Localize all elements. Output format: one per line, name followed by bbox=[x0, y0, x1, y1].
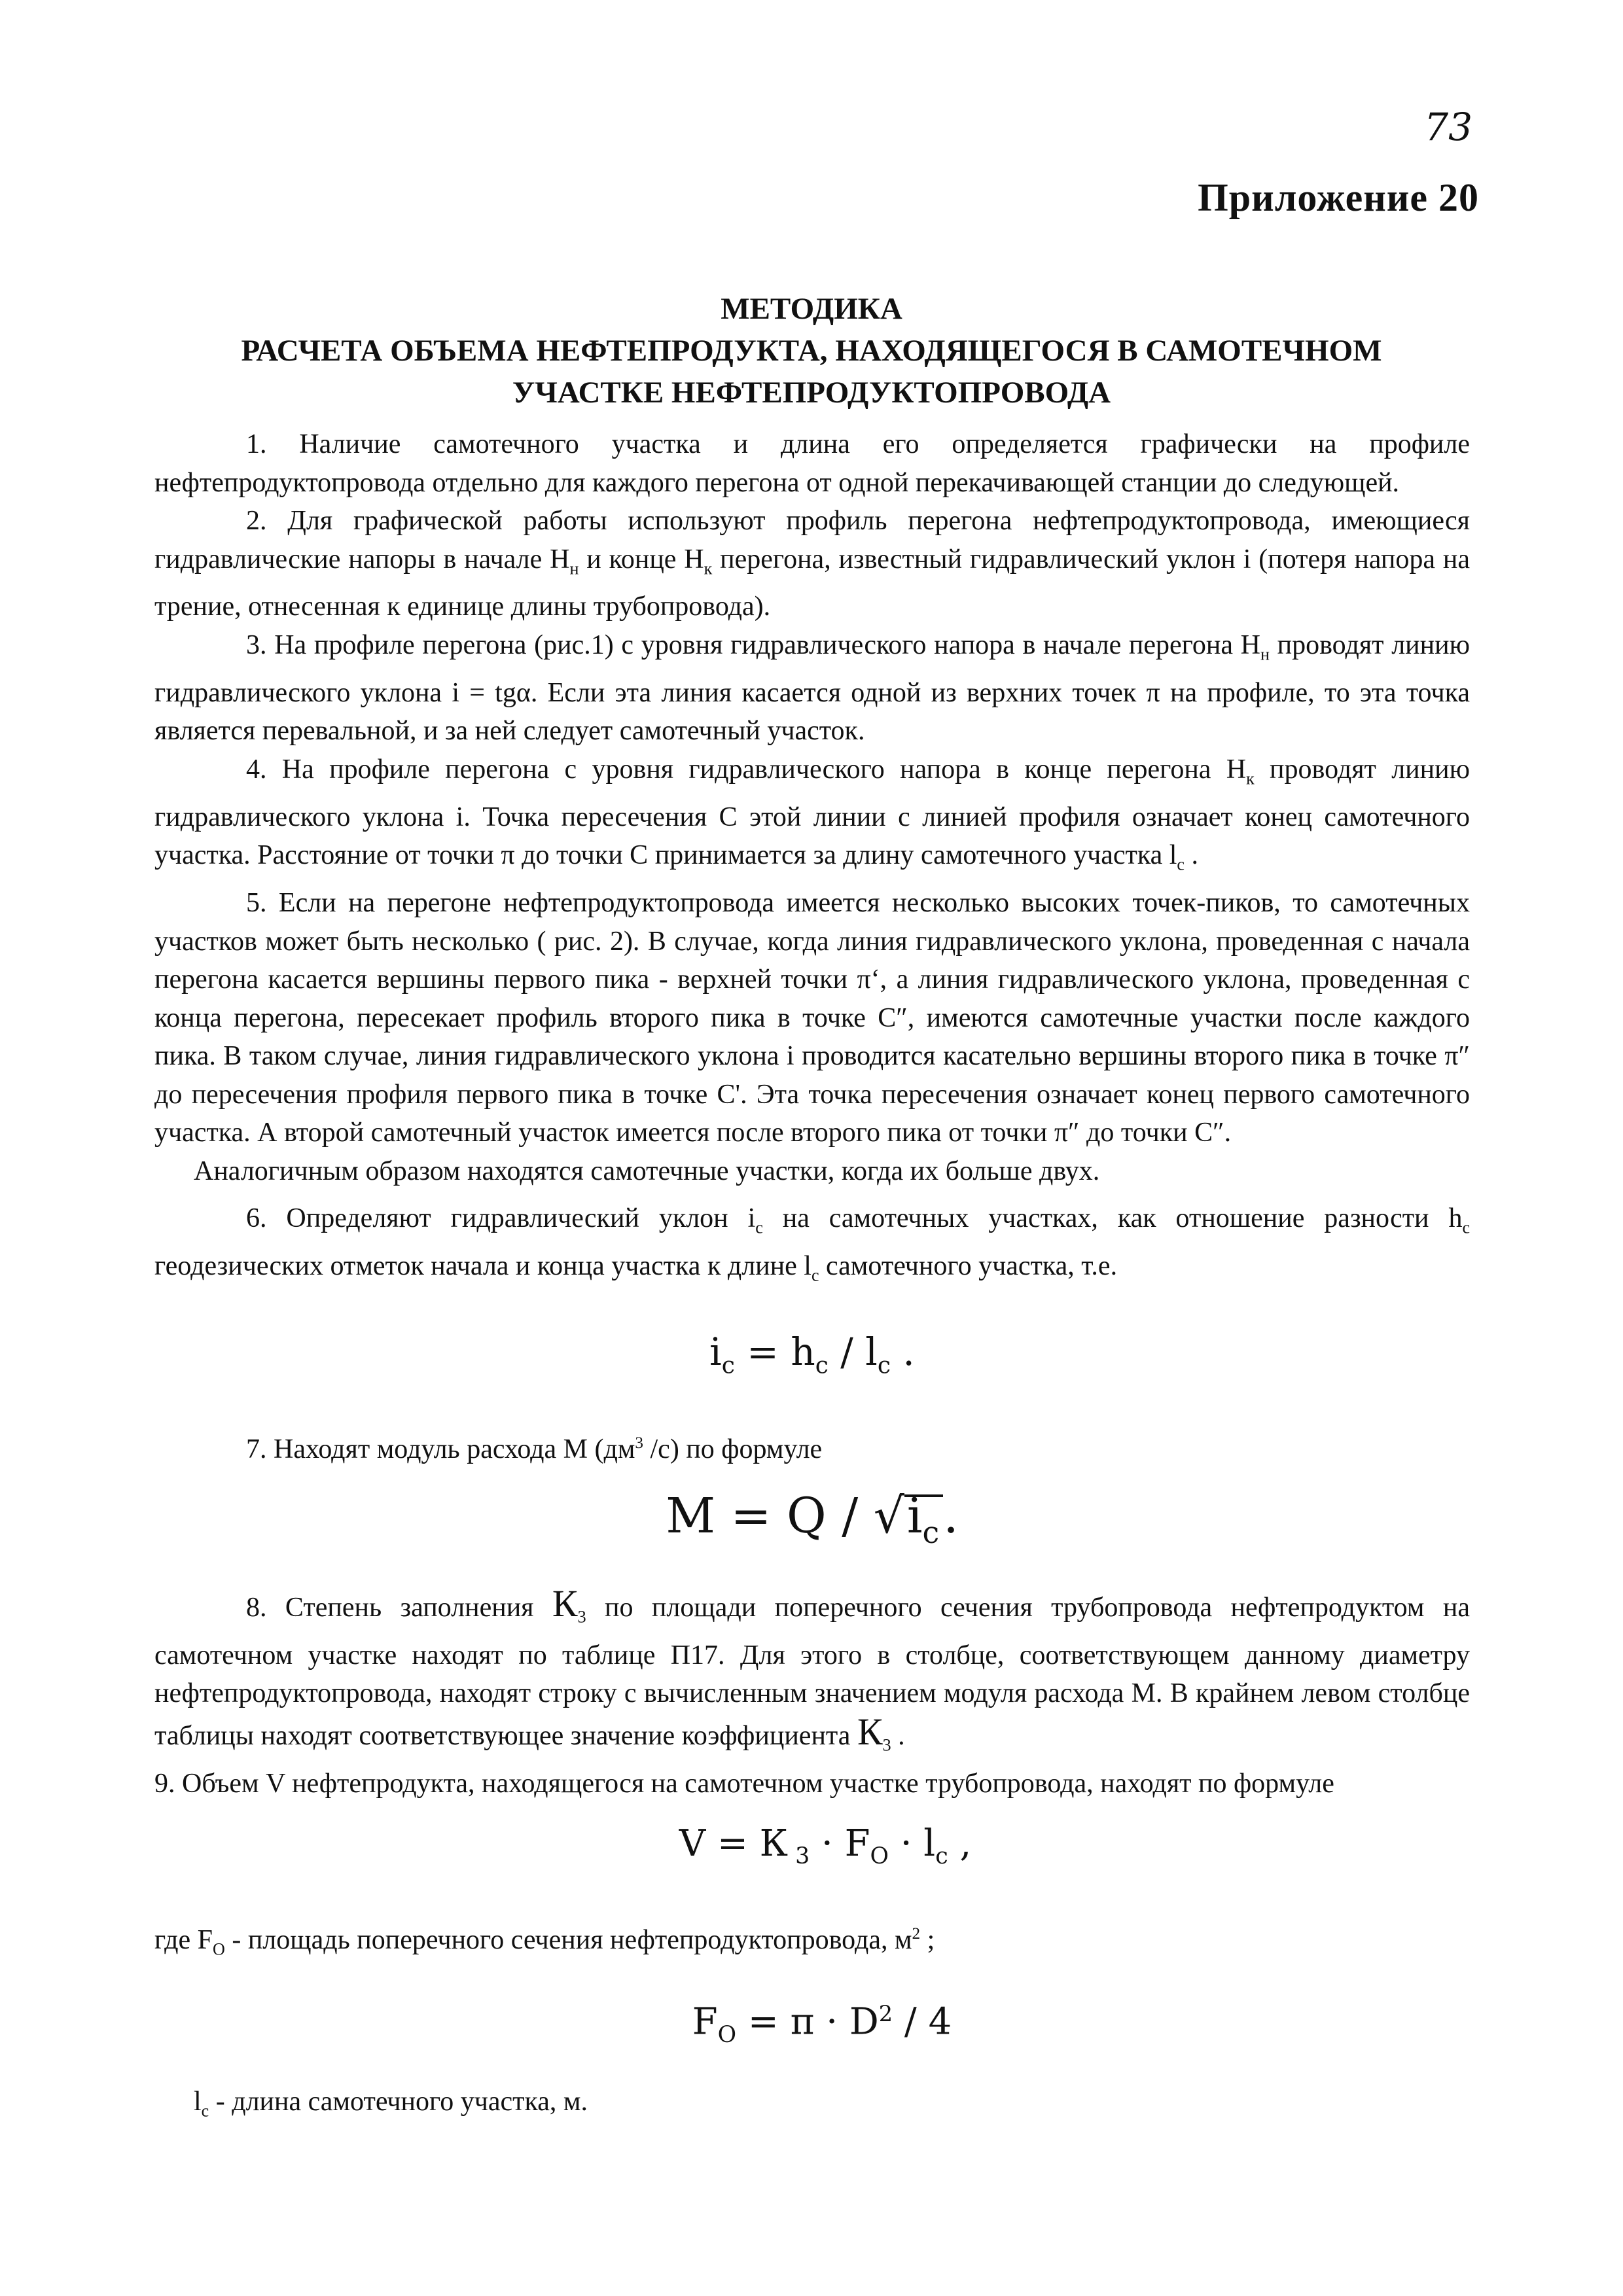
appendix-label: Приложение 20 bbox=[1198, 176, 1479, 219]
title-line-3: УЧАСТКЕ НЕФТЕПРОДУКТОПРОВОДА bbox=[512, 376, 1111, 410]
document-title bbox=[157, 288, 1466, 414]
paragraph-3: 3. На профиле перегона (рис.1) с уровня гидравлического напора в начале перегона $H_н$ проводят линию гидравлического уклона i = tgα. Если эта линия касается одной из верхних точек π на профиле, то эта точка является перевальной, и за ней следует самотечный участок. bbox=[154, 629, 1470, 747]
paragraph-2: 2. Для графической работы используют профиль перегона нефтепродуктопровода, имеющиеся гидравлические напоры в начале $H_н$ и конце $H_к$ перегона, известный гидравлический уклон i (потеря напора на трение, отнесенная к единице длины трубопровода). bbox=[154, 506, 1470, 622]
formula-slope: $i_c = h_c / l_c$ . bbox=[709, 1329, 915, 1379]
paragraph-5-tail: Аналогичным образом находятся самотечные участки, когда их больше двух. bbox=[194, 1156, 1100, 1186]
title-line-2: РАСЧЕТА ОБЪЕМА НЕФТЕПРОДУКТА, НАХОДЯЩЕГОСЯ В САМОТЕЧНОМ bbox=[241, 334, 1382, 368]
sqrt-symbol: $√i_c$ bbox=[874, 1494, 944, 1551]
paragraph-7: 7. Находят модуль расхода M ($дм^3$ /с) по формуле bbox=[246, 1434, 823, 1464]
where-clause: где $F_O$ - площадь поперечного сечения нефтепродуктопровода, $м^2$ ; bbox=[154, 1924, 935, 1959]
paragraph-4: 4. На профиле перегона с уровня гидравлического напора в конце перегона $H_к$ проводят линию гидравлического уклона i. Точка пересечения C этой линии с линией профиля означает конец самотечного участка. Расстояние от точки π до точки C принимается за длину самотечного участка $l_c$ . bbox=[154, 754, 1470, 874]
page-number: 73 bbox=[1424, 105, 1472, 149]
paragraph-6: 6. Определяют гидравлический уклон $i_c$ на самотечных участках, как отношение разности $h_c$ геодезических отметок начала и конца участка к длине $l_c$ самотечного участка, т.е. bbox=[154, 1203, 1471, 1285]
formula-flow-module: $M = Q / √i_c$. bbox=[154, 1494, 1470, 1551]
paragraph-9: 9. Объем V нефтепродукта, находящегося на самотечном участке трубопровода, находят по формуле bbox=[154, 1768, 1334, 1799]
paragraph-1: 1. Наличие самотечного участка и длина его определяется графически на профиле нефтепродуктопровода отдельно для каждого перегона от одной перекачивающей станции до следующей. bbox=[154, 429, 1470, 498]
length-definition: $l_c$ - длина самотечного участка, м. bbox=[194, 2086, 588, 2121]
formula-volume: V = К $_3 \cdot F_O \cdot l_c$ , bbox=[679, 1822, 972, 1870]
paragraph-5: 5. Если на перегоне нефтепродуктопровода имеется несколько высоких точек-пиков, то самотечных участков может быть несколько ( рис. 2). В случае, когда линия гидравлического уклона, проведенная с начала перегона касается вершины первого пика - верхней точки π‘, а линия гидравлического уклона, проведенная с конца перегона, пересекает профиль второго пика в точке C″, имеются самотечные участки после каждого пика. В таком случае, линия гидравлического уклона i проводится касательно вершины второго пика в точке π″ до пересечения профиля первого пика в точке C'. Эта точка пересечения означает конец первого самотечного участка. А второй самотечный участок имеется после второго пика от точки π″ до точки C″. bbox=[154, 888, 1470, 1148]
formula-area: $F_O = \pi \cdot D^2 / 4$ bbox=[692, 2000, 952, 2048]
paragraph-8: 8. Степень заполнения $К_3$ по площади поперечного сечения трубопровода нефтепродуктом на самотечном участке находят по таблице П17. Для этого в столбце, соответствующем данному диаметру нефтепродуктопровода, находят строку с вычисленным значением модуля расхода M. В крайнем левом столбце таблицы находят соответствующее значение коэффициента $К_3$ . bbox=[154, 1581, 1470, 1755]
title-line-1: МЕТОДИКА bbox=[721, 292, 902, 326]
document-body bbox=[154, 425, 1470, 2130]
